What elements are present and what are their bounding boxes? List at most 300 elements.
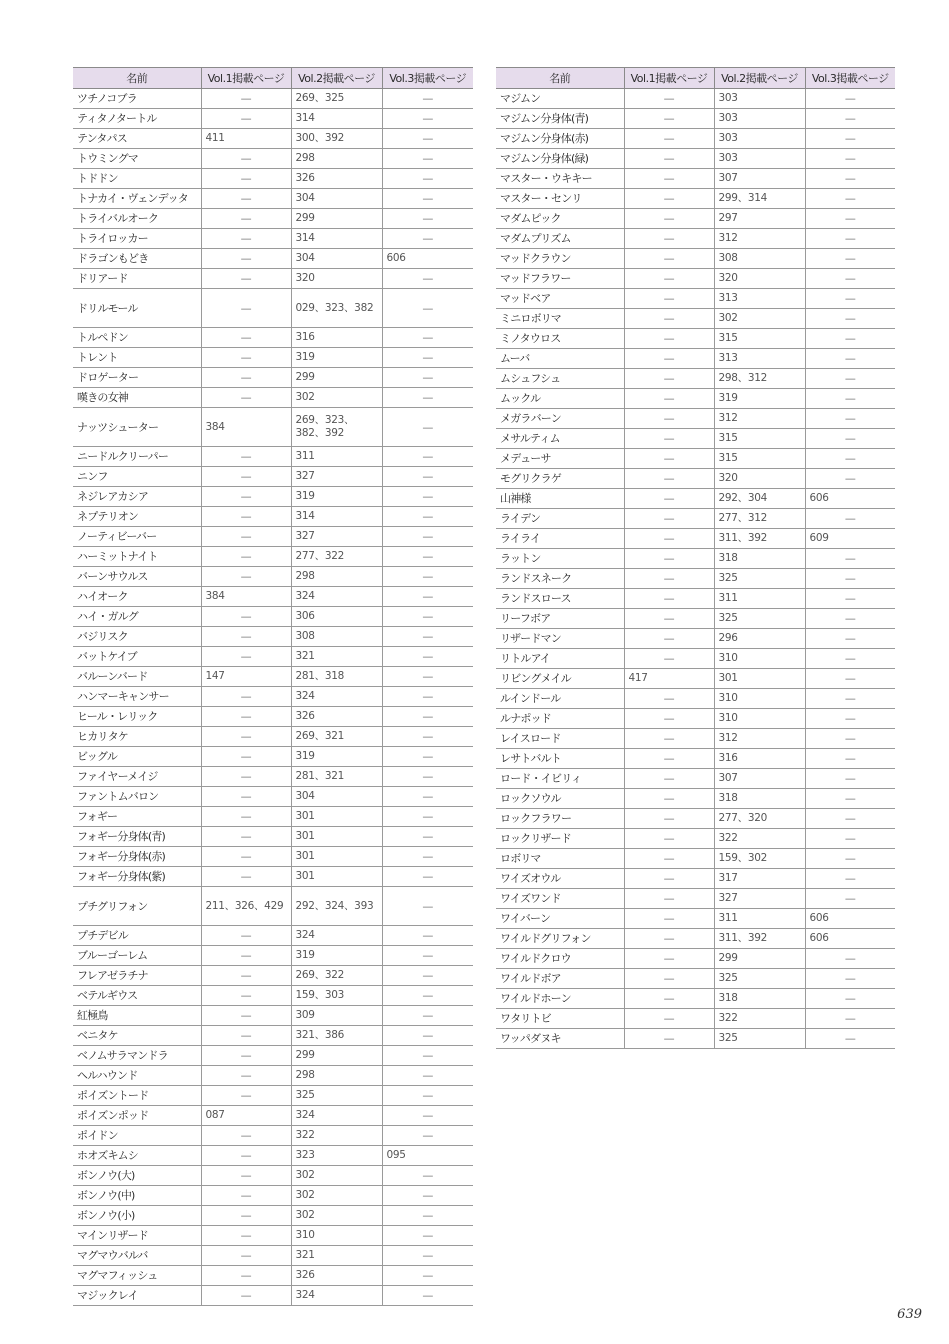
cell-vol3: — (805, 149, 895, 169)
cell-vol1: — (624, 329, 714, 349)
cell-vol1: — (201, 787, 291, 807)
cell-name: トナカイ・ヴェンデッタ (73, 189, 201, 209)
cell-vol2: 310 (291, 1226, 382, 1246)
cell-vol3: — (382, 189, 473, 209)
cell-vol2: 299 (291, 368, 382, 388)
cell-vol1: — (624, 869, 714, 889)
cell-name: ドラゴンもどき (73, 249, 201, 269)
cell-vol1: — (201, 368, 291, 388)
cell-name: バーンサウルス (73, 567, 201, 587)
cell-vol1: 087 (201, 1106, 291, 1126)
cell-vol1: — (201, 607, 291, 627)
cell-vol2: 301 (291, 847, 382, 867)
cell-vol2: 321 (291, 647, 382, 667)
cell-name: マグマウバルバ (73, 1246, 201, 1266)
cell-name: ハンマーキャンサー (73, 687, 201, 707)
cell-vol2: 323 (291, 1146, 382, 1166)
cell-vol3: — (805, 729, 895, 749)
cell-vol3: — (805, 109, 895, 129)
cell-vol3: — (382, 209, 473, 229)
table-row (73, 966, 473, 986)
cell-vol2: 327 (291, 527, 382, 547)
cell-name: リザードマン (496, 629, 624, 649)
header-name: 名前 (496, 68, 624, 89)
cell-vol3: — (382, 687, 473, 707)
cell-vol1: — (201, 328, 291, 348)
table-header-row (73, 68, 473, 89)
cell-vol2: 319 (291, 487, 382, 507)
cell-vol2: 303 (714, 109, 805, 129)
table-row (496, 689, 895, 709)
cell-vol2: 311 (714, 909, 805, 929)
cell-vol1: — (624, 209, 714, 229)
cell-name: マダムピック (496, 209, 624, 229)
cell-name: ロックフラワー (496, 809, 624, 829)
cell-vol2: 304 (291, 787, 382, 807)
cell-vol1: — (201, 847, 291, 867)
cell-vol1: — (624, 849, 714, 869)
cell-vol3: — (805, 689, 895, 709)
cell-vol2: 324 (291, 587, 382, 607)
table-row (496, 789, 895, 809)
cell-vol1: — (201, 487, 291, 507)
cell-vol3: — (382, 1206, 473, 1226)
cell-name: ムーバ (496, 349, 624, 369)
cell-vol3: — (382, 747, 473, 767)
cell-vol3: — (805, 949, 895, 969)
cell-vol1: — (201, 109, 291, 129)
cell-vol1: — (201, 1046, 291, 1066)
table-row (73, 687, 473, 707)
cell-vol2: 325 (714, 569, 805, 589)
table-row (73, 149, 473, 169)
cell-name: ドロゲーター (73, 368, 201, 388)
cell-vol2: 311 (714, 589, 805, 609)
cell-name: ロックソウル (496, 789, 624, 809)
cell-vol3: — (382, 1286, 473, 1306)
cell-name: マッドベア (496, 289, 624, 309)
cell-vol1: — (201, 727, 291, 747)
cell-vol1: — (624, 989, 714, 1009)
cell-vol1: — (201, 827, 291, 847)
cell-name: フレアゼラチナ (73, 966, 201, 986)
cell-vol2: 302 (291, 388, 382, 408)
cell-vol2: 277、312 (714, 509, 805, 529)
cell-vol3: — (382, 946, 473, 966)
table-row (496, 1009, 895, 1029)
cell-name: ニードルクリーパー (73, 447, 201, 467)
cell-vol3: — (382, 926, 473, 946)
cell-vol3: — (805, 129, 895, 149)
cell-vol2: 299 (291, 1046, 382, 1066)
table-row (496, 409, 895, 429)
cell-name: 嘆きの女神 (73, 388, 201, 408)
cell-vol3: — (382, 328, 473, 348)
header-vol2: Vol.2掲載ページ (291, 68, 382, 89)
cell-vol3: — (382, 707, 473, 727)
cell-vol1: — (624, 829, 714, 849)
cell-name: フォギー分身体(紫) (73, 867, 201, 887)
table-row (496, 549, 895, 569)
table-row (73, 1226, 473, 1246)
cell-name: ポイズンポッド (73, 1106, 201, 1126)
table-row (496, 909, 895, 929)
table-row (73, 1006, 473, 1026)
table-row (73, 587, 473, 607)
table-row (496, 169, 895, 189)
cell-name: ライライ (496, 529, 624, 549)
cell-name: ノーティビーバー (73, 527, 201, 547)
cell-name: モグリクラゲ (496, 469, 624, 489)
cell-vol3: — (805, 549, 895, 569)
cell-vol1: — (624, 109, 714, 129)
cell-name: ボンノウ(小) (73, 1206, 201, 1226)
cell-vol1: — (201, 1226, 291, 1246)
cell-name: ハイオーク (73, 587, 201, 607)
cell-vol3: — (805, 169, 895, 189)
cell-name: マジムン分身体(青) (496, 109, 624, 129)
cell-vol1: — (624, 729, 714, 749)
table-row (496, 709, 895, 729)
cell-vol1: — (624, 949, 714, 969)
cell-vol2: 313 (714, 289, 805, 309)
cell-name: ランドスロース (496, 589, 624, 609)
cell-vol1: — (624, 589, 714, 609)
cell-vol3: — (382, 887, 473, 926)
cell-vol2: 269、325 (291, 89, 382, 109)
cell-vol2: 319 (291, 946, 382, 966)
table-row (73, 269, 473, 289)
cell-vol3: — (382, 1266, 473, 1286)
table-row (496, 949, 895, 969)
cell-vol1: — (624, 369, 714, 389)
cell-vol1: — (201, 966, 291, 986)
table-row (496, 289, 895, 309)
table-row (496, 389, 895, 409)
cell-vol2: 312 (714, 229, 805, 249)
cell-vol2: 281、318 (291, 667, 382, 687)
table-row (73, 507, 473, 527)
cell-vol1: 411 (201, 129, 291, 149)
cell-vol3: — (805, 249, 895, 269)
table-row (496, 869, 895, 889)
cell-vol3: — (382, 507, 473, 527)
table-row (73, 807, 473, 827)
cell-vol2: 312 (714, 409, 805, 429)
cell-vol2: 320 (714, 469, 805, 489)
table-row (73, 1286, 473, 1306)
cell-vol3: — (382, 827, 473, 847)
cell-vol1: — (624, 509, 714, 529)
cell-vol2: 269、323、382、392 (291, 408, 382, 447)
table-row (73, 229, 473, 249)
cell-name: ビッグル (73, 747, 201, 767)
cell-vol3: — (382, 867, 473, 887)
table-row (496, 809, 895, 829)
table-row (73, 847, 473, 867)
table-row (73, 607, 473, 627)
cell-name: メガラバーン (496, 409, 624, 429)
cell-vol1: — (201, 467, 291, 487)
table-header-row (496, 68, 895, 89)
table-row (73, 328, 473, 348)
cell-vol3: — (382, 408, 473, 447)
cell-vol1: — (624, 809, 714, 829)
cell-vol2: 324 (291, 1286, 382, 1306)
cell-vol2: 311、392 (714, 929, 805, 949)
table-row (73, 1146, 473, 1166)
cell-name: ワイズオウル (496, 869, 624, 889)
cell-name: ミニロボリマ (496, 309, 624, 329)
cell-name: ベテルギウス (73, 986, 201, 1006)
cell-vol1: — (201, 926, 291, 946)
cell-vol1: — (201, 1026, 291, 1046)
cell-vol1: — (201, 249, 291, 269)
cell-vol3: — (805, 829, 895, 849)
cell-name: フォギー分身体(青) (73, 827, 201, 847)
table-row (73, 867, 473, 887)
cell-vol3: — (805, 449, 895, 469)
cell-vol1: — (624, 969, 714, 989)
cell-vol2: 298、312 (714, 369, 805, 389)
cell-vol2: 324 (291, 687, 382, 707)
cell-name: ネプテリオン (73, 507, 201, 527)
table-row (73, 1106, 473, 1126)
cell-name: ネジレアカシア (73, 487, 201, 507)
cell-name: マスター・ウキキー (496, 169, 624, 189)
cell-vol2: 029、323、382 (291, 289, 382, 328)
cell-vol3: — (805, 509, 895, 529)
table-row (73, 109, 473, 129)
cell-name: ミノタウロス (496, 329, 624, 349)
cell-vol2: 292、324、393 (291, 887, 382, 926)
table-row (73, 747, 473, 767)
cell-name: ツチノコブラ (73, 89, 201, 109)
table-row (496, 629, 895, 649)
cell-vol1: — (624, 309, 714, 329)
cell-name: トライロッカー (73, 229, 201, 249)
cell-vol3: — (382, 229, 473, 249)
cell-name: ティタノタートル (73, 109, 201, 129)
cell-vol2: 321 (291, 1246, 382, 1266)
table-row (73, 129, 473, 149)
cell-vol2: 320 (714, 269, 805, 289)
cell-vol2: 308 (291, 627, 382, 647)
cell-vol3: — (382, 807, 473, 827)
cell-vol3: — (805, 669, 895, 689)
table-row (73, 1066, 473, 1086)
table-row (496, 609, 895, 629)
cell-vol2: 313 (714, 349, 805, 369)
cell-name: ファイヤーメイジ (73, 767, 201, 787)
table-row (496, 989, 895, 1009)
table-row (496, 309, 895, 329)
cell-name: ブルーゴーレム (73, 946, 201, 966)
cell-name: ラットン (496, 549, 624, 569)
cell-vol2: 326 (291, 169, 382, 189)
cell-vol1: — (201, 1186, 291, 1206)
cell-name: ロード・イビリィ (496, 769, 624, 789)
cell-vol1: — (201, 946, 291, 966)
cell-vol3: — (805, 329, 895, 349)
cell-vol2: 314 (291, 507, 382, 527)
cell-name: ナッツシューター (73, 408, 201, 447)
cell-vol1: — (624, 629, 714, 649)
cell-vol3: — (805, 989, 895, 1009)
cell-vol3: — (382, 647, 473, 667)
table-row (496, 489, 895, 509)
cell-vol1: — (201, 289, 291, 328)
cell-vol1: — (624, 449, 714, 469)
cell-vol1: — (201, 1286, 291, 1306)
cell-vol1: — (624, 889, 714, 909)
cell-vol2: 322 (714, 829, 805, 849)
cell-vol1: — (624, 89, 714, 109)
table-row (496, 109, 895, 129)
cell-vol3: — (805, 629, 895, 649)
table-row (496, 449, 895, 469)
table-row (73, 527, 473, 547)
cell-name: ランドスネーク (496, 569, 624, 589)
cell-vol1: — (201, 1066, 291, 1086)
cell-vol3: 606 (805, 489, 895, 509)
table-row (73, 1266, 473, 1286)
cell-vol1: — (201, 507, 291, 527)
cell-vol3: — (382, 627, 473, 647)
table-row (496, 969, 895, 989)
cell-vol1: — (201, 388, 291, 408)
cell-vol3: — (382, 966, 473, 986)
cell-name: フォギー分身体(赤) (73, 847, 201, 867)
cell-name: トウミングマ (73, 149, 201, 169)
table-row (73, 627, 473, 647)
cell-vol3: — (382, 1186, 473, 1206)
cell-vol1: — (624, 649, 714, 669)
cell-name: バットケイブ (73, 647, 201, 667)
cell-vol3: — (805, 769, 895, 789)
cell-vol3: — (382, 467, 473, 487)
cell-vol1: — (201, 707, 291, 727)
table-row (496, 269, 895, 289)
table-row (496, 349, 895, 369)
cell-vol3: — (382, 986, 473, 1006)
cell-vol3: — (805, 1029, 895, 1049)
cell-name: ドリアード (73, 269, 201, 289)
cell-name: トレント (73, 348, 201, 368)
cell-vol3: 609 (805, 529, 895, 549)
cell-vol2: 292、304 (714, 489, 805, 509)
cell-vol2: 296 (714, 629, 805, 649)
cell-name: マジムン (496, 89, 624, 109)
cell-name: ワイバーン (496, 909, 624, 929)
cell-vol3: — (382, 847, 473, 867)
header-vol3: Vol.3掲載ページ (805, 68, 895, 89)
cell-vol2: 315 (714, 429, 805, 449)
cell-vol3: — (805, 1009, 895, 1029)
cell-vol3: — (805, 869, 895, 889)
cell-name: マインリザード (73, 1226, 201, 1246)
cell-vol3: — (805, 569, 895, 589)
cell-name: トルペドン (73, 328, 201, 348)
cell-name: マダムプリズム (496, 229, 624, 249)
table-row (496, 189, 895, 209)
cell-vol2: 269、322 (291, 966, 382, 986)
cell-vol1: — (201, 1146, 291, 1166)
table-row (496, 569, 895, 589)
cell-name: ボンノウ(大) (73, 1166, 201, 1186)
cell-vol2: 322 (714, 1009, 805, 1029)
cell-vol3: — (382, 447, 473, 467)
cell-vol2: 315 (714, 449, 805, 469)
cell-vol1: — (201, 229, 291, 249)
table-row (73, 887, 473, 926)
cell-vol1: — (201, 567, 291, 587)
cell-vol2: 277、322 (291, 547, 382, 567)
table-row (73, 1046, 473, 1066)
table-row (73, 647, 473, 667)
cell-vol1: — (624, 129, 714, 149)
cell-vol3: — (382, 587, 473, 607)
cell-vol1: 384 (201, 587, 291, 607)
table-row (73, 667, 473, 687)
cell-vol1: — (624, 529, 714, 549)
cell-name: ポイドン (73, 1126, 201, 1146)
cell-vol2: 325 (714, 609, 805, 629)
cell-vol1: — (201, 627, 291, 647)
cell-vol2: 316 (714, 749, 805, 769)
cell-name: ワイルドホーン (496, 989, 624, 1009)
cell-vol2: 299 (291, 209, 382, 229)
cell-vol1: — (624, 289, 714, 309)
cell-vol1: — (624, 149, 714, 169)
cell-vol1: — (624, 269, 714, 289)
cell-vol1: — (201, 209, 291, 229)
cell-name: プチデビル (73, 926, 201, 946)
cell-vol2: 325 (291, 1086, 382, 1106)
cell-vol1: — (624, 749, 714, 769)
cell-vol1: — (624, 1029, 714, 1049)
cell-name: ワイルドクロウ (496, 949, 624, 969)
cell-vol3: — (382, 1226, 473, 1246)
table-row (73, 289, 473, 328)
cell-vol3: — (805, 609, 895, 629)
cell-vol1: — (201, 1166, 291, 1186)
cell-name: ドリルモール (73, 289, 201, 328)
cell-vol1: — (201, 986, 291, 1006)
cell-vol3: — (805, 389, 895, 409)
cell-vol1: — (201, 547, 291, 567)
cell-vol2: 304 (291, 249, 382, 269)
cell-vol2: 300、392 (291, 129, 382, 149)
cell-vol2: 308 (714, 249, 805, 269)
table-row (496, 729, 895, 749)
cell-vol2: 325 (714, 1029, 805, 1049)
cell-name: ベニタケ (73, 1026, 201, 1046)
cell-vol2: 277、320 (714, 809, 805, 829)
cell-name: ワイズワンド (496, 889, 624, 909)
cell-vol3: — (805, 709, 895, 729)
table-row (496, 129, 895, 149)
cell-vol1: — (624, 409, 714, 429)
cell-name: ワッパダヌキ (496, 1029, 624, 1049)
cell-vol3: — (805, 89, 895, 109)
cell-name: ベノムサラマンドラ (73, 1046, 201, 1066)
table-row (496, 669, 895, 689)
table-row (73, 388, 473, 408)
cell-vol2: 322 (291, 1126, 382, 1146)
table-row (73, 727, 473, 747)
cell-vol3: — (382, 527, 473, 547)
